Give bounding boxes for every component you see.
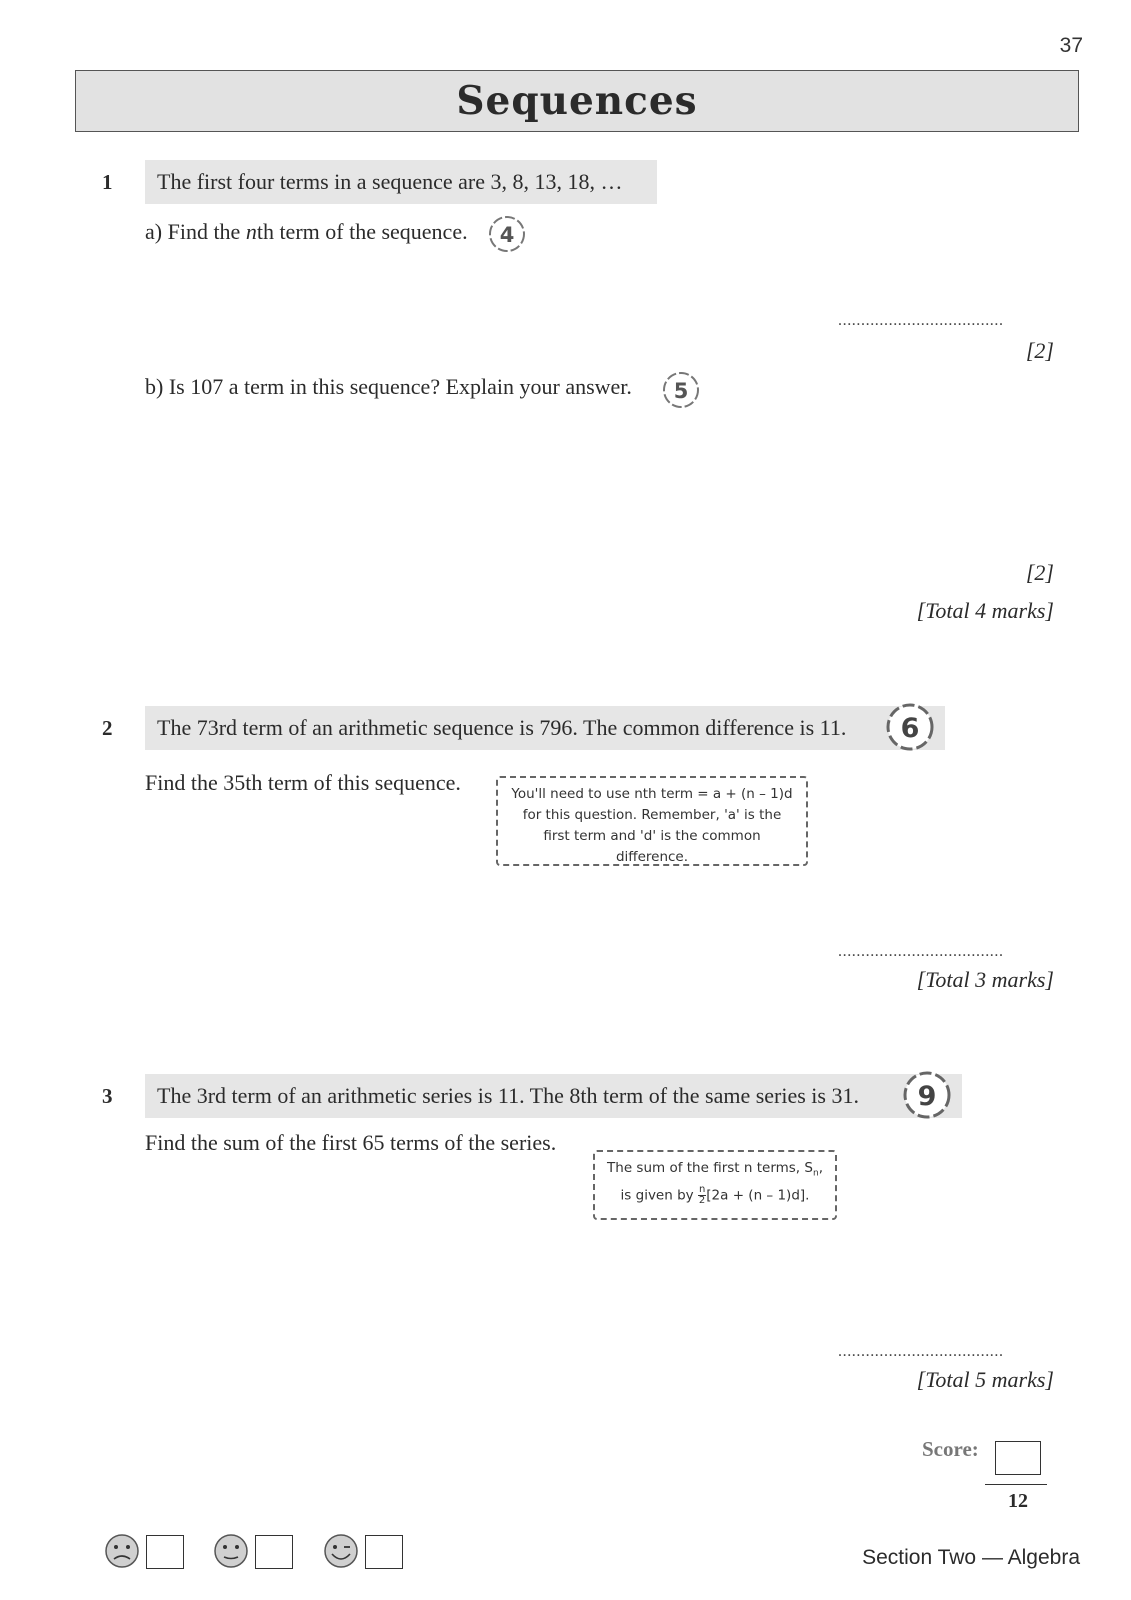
hint-2-line-2: for this question. Remember, 'a' is the (522, 807, 782, 823)
total-marks-1: [Total 4 marks] (916, 598, 1054, 623)
grade-5-badge (659, 368, 703, 412)
hint-2-line-1: You'll need to use nth term = a + (n – 1)d (511, 786, 793, 802)
section-footer: Section Two — Algebra (862, 1546, 1080, 1569)
question-1b-label: b) (145, 374, 164, 399)
happy-face-icon (322, 1532, 360, 1570)
grade-6-number: 6 (900, 713, 920, 744)
marks-1a: [2] (1025, 338, 1054, 363)
question-3-number: 3 (102, 1084, 113, 1108)
hint-3-fraction: $\frac{n}{2}$ (698, 1183, 706, 1206)
answer-line-1a: .................................... (838, 312, 1004, 329)
answer-line-3: .................................... (838, 1343, 1004, 1360)
hint-3-line-2: is given by $\frac{n}{2}$ [2a + (n – 1)d]. (620, 1183, 810, 1206)
question-1a-italic-n: n (245, 219, 257, 244)
sad-face-checkbox[interactable] (146, 1535, 184, 1569)
question-1a-suffix: th term of the sequence. (256, 219, 468, 244)
question-1-stem (145, 160, 657, 204)
total-marks-2: [Total 3 marks] (916, 967, 1054, 992)
question-3-stem (145, 1074, 962, 1118)
grade-9-badge (897, 1065, 957, 1125)
total-marks-3: [Total 5 marks] (916, 1367, 1054, 1392)
grade-5-number: 5 (673, 379, 689, 403)
grade-6-badge (880, 697, 940, 757)
grade-4-number: 4 (499, 223, 515, 247)
happy-face-checkbox[interactable] (365, 1535, 403, 1569)
title-bar (75, 70, 1079, 132)
question-2-task: Find the 35th term of this sequence. (145, 770, 461, 795)
neutral-face-icon (212, 1532, 250, 1570)
score-input-box[interactable] (995, 1441, 1041, 1475)
sad-face-icon (103, 1532, 141, 1570)
score-total: 12 (1008, 1490, 1028, 1512)
question-1a-prefix: Find the (167, 219, 246, 244)
question-2-number: 2 (102, 716, 113, 740)
score-fraction-line (985, 1484, 1047, 1485)
hint-3-line-1: The sum of the first n terms, $S_n$, (607, 1160, 823, 1179)
question-2-stem-text: The 73rd term of an arithmetic sequence is 796. The common difference is 11. (157, 715, 847, 740)
question-1b-text (145, 374, 632, 400)
question-2-stem (145, 706, 945, 750)
question-1b-body: Is 107 a term in this sequence? Explain your answer. (168, 374, 632, 399)
question-1a-text (145, 219, 468, 245)
page-title: Sequences (456, 78, 698, 124)
question-1a-label: a) (145, 219, 163, 244)
hint-2-line-3: first term and 'd' is the common difference. (543, 828, 761, 865)
marks-1b: [2] (1025, 560, 1054, 585)
neutral-face-checkbox[interactable] (255, 1535, 293, 1569)
page-number: 37 (1059, 34, 1083, 57)
question-3-stem-text: The 3rd term of an arithmetic series is 11. The 8th term of the same series is 31. (157, 1083, 859, 1108)
question-1-stem-text: The first four terms in a sequence are 3, 8, 13, 18, … (157, 169, 623, 194)
question-3-task: Find the sum of the first 65 terms of the series. (145, 1130, 557, 1155)
grade-4-badge (485, 212, 529, 256)
question-1-number: 1 (102, 170, 113, 194)
question-2-hint (496, 776, 808, 866)
grade-9-number: 9 (917, 1081, 937, 1112)
score-label: Score: (922, 1437, 979, 1461)
question-3-hint (593, 1150, 837, 1220)
answer-line-2: .................................... (838, 943, 1004, 960)
